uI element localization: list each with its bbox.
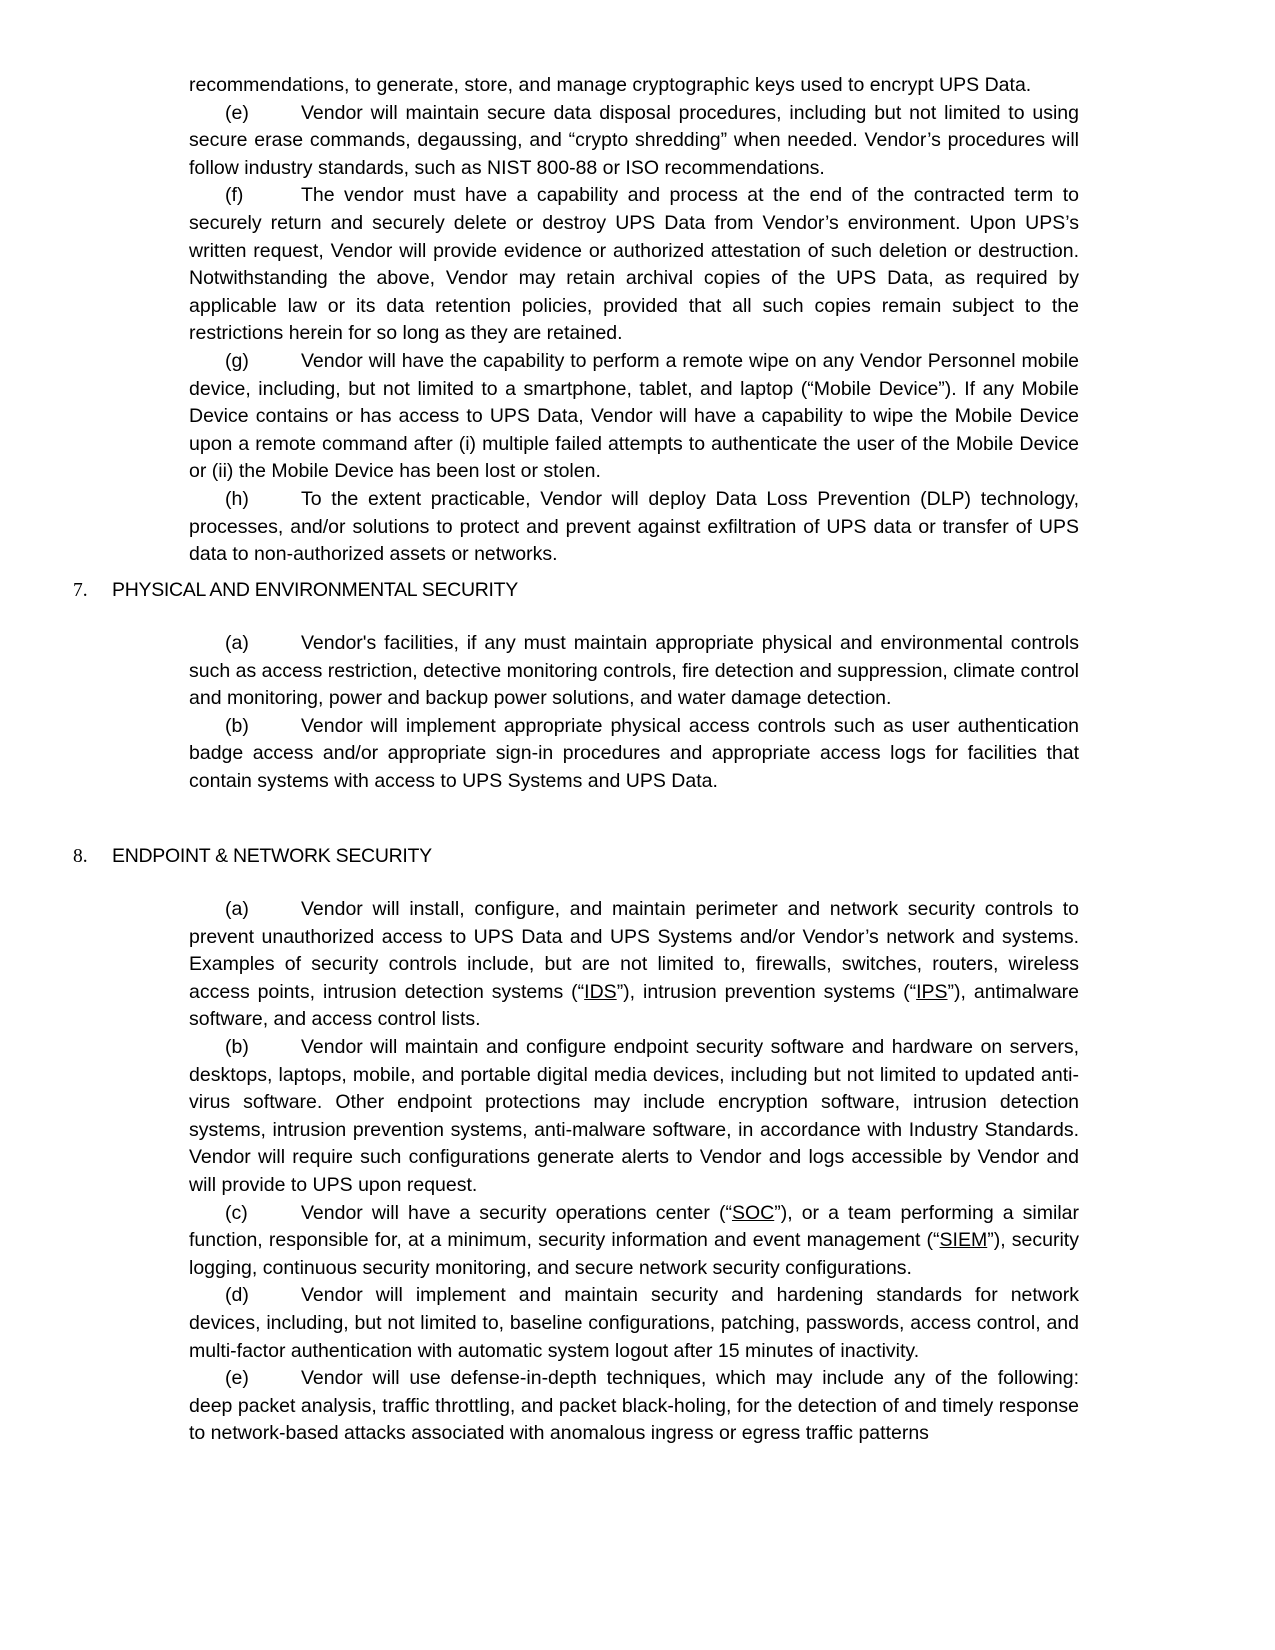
clause-6f [189, 182, 1079, 348]
clause-6h [189, 486, 1079, 569]
clause-text: Vendor will install, configure, and maintain perimeter and network security controls to prevent unauthorized access to UPS Data and UPS Systems and/or Vendor’s network and systems. Examples of security controls include, but are not limited to, firewalls, switches, routers, wireless access points, intrusion detection systems (“ [189, 898, 1079, 1003]
clause-8c [189, 1200, 1079, 1283]
clause-label: (c) [225, 1201, 248, 1224]
section-7-body [189, 630, 1079, 796]
clause-8e [189, 1365, 1079, 1448]
clause-text: ”), security logging, continuous security monitoring, and secure network security configurations. [189, 1229, 1079, 1279]
clause-text: Vendor will use defense-in-depth techniques, which may include any of the following: deep packet analysis, traffic throttling, and packet black-holing, for the detection of and timely response to network-based attacks associated with anomalous ingress or egress traffic patterns [189, 1367, 1079, 1445]
clause-label: (e) [225, 1367, 249, 1390]
clause-text: Vendor will have a security operations center (“ [301, 1201, 732, 1224]
clause-8a [189, 896, 1079, 1034]
clause-text: ”), intrusion prevention systems (“ [616, 980, 917, 1003]
clause-text: Vendor will implement and maintain security and hardening standards for network devices, including, but not limited to, baseline configurations, patching, passwords, access control, and multi-factor authentication with automatic system logout after 15 minutes of inactivity. [189, 1284, 1079, 1362]
clause-text: The vendor must have a capability and process at the end of the contracted term to securely return and securely delete or destroy UPS Data from Vendor’s environment. Upon UPS’s written request, Vendor will provide evidence or authorized attestation of such deletion or destruction. Notwithstanding the above, Vendor may retain archival copies of the UPS Data, as required by applicable law or its data retention policies, provided that all such copies remain subject to the restrictions herein for so long as they are retained. [189, 184, 1079, 345]
clause-6e [189, 100, 1079, 183]
defined-term-soc: SOC [731, 1201, 775, 1224]
clause-7b [189, 713, 1079, 796]
clause-8b [189, 1034, 1079, 1200]
defined-term-ids: IDS [584, 980, 617, 1003]
clause-label: (b) [225, 714, 249, 737]
clause-label: (f) [225, 184, 244, 207]
clause-label: (g) [225, 349, 249, 372]
clause-text: Vendor's facilities, if any must maintain appropriate physical and environmental controls such as access restriction, detective monitoring controls, fire detection and suppression, climate control and monitoring, power and backup power solutions, and water damage detection. [189, 632, 1079, 710]
clause-label: (a) [225, 898, 249, 920]
clause-text: To the extent practicable, Vendor will deploy Data Loss Prevention (DLP) technology, processes, and/or solutions to protect and prevent against exfiltration of UPS data or transfer of UPS data to non-authorized assets or networks. [189, 487, 1079, 566]
clause-label: (h) [225, 487, 249, 510]
paragraph-lead: recommendations, to generate, store, and manage cryptographic keys used to encrypt UPS Data. [189, 74, 1032, 96]
section-8-body [189, 896, 1079, 1448]
clause-6g [189, 348, 1079, 486]
clause-text: ”), antimalware software, and access control lists. [189, 980, 1080, 1031]
clause-text: Vendor will maintain secure data disposal procedures, including but not limited to using secure erase commands, degaussing, and “crypto shredding” when needed. Vendor’s procedures will follow industry standards, such as NIST 800-88 or ISO recommendations. [189, 101, 1079, 179]
clause-8d [189, 1282, 1079, 1365]
section-6-continuation [189, 72, 1079, 569]
defined-term-ips: IPS [916, 980, 948, 1003]
clause-label: (b) [225, 1035, 249, 1058]
clause-text: ”), or a team performing a similar function, responsible for, at a minimum, security information and event management (“ [189, 1201, 1079, 1252]
clause-text: Vendor will implement appropriate physical access controls such as user authentication badge access and/or appropriate sign-in procedures and appropriate access logs for facilities that contain systems with access to UPS Systems and UPS Data. [189, 714, 1079, 792]
clause-7a [189, 630, 1079, 713]
clause-label: (d) [225, 1284, 249, 1307]
clause-text: Vendor will have the capability to perform a remote wipe on any Vendor Personnel mobile device, including, but not limited to a smartphone, tablet, and laptop (“Mobile Device”). If any Mobile Device contains or has access to UPS Data, Vendor will have a capability to wipe the Mobile Device upon a remote command after (i) multiple failed attempts to authenticate the user of the Mobile Device or (ii) the Mobile Device has been lost or stolen. [189, 349, 1079, 483]
defined-term-siem: SIEM [939, 1229, 988, 1252]
section-8-heading [73, 843, 432, 871]
clause-label: (e) [225, 101, 249, 124]
section-7-heading [73, 577, 518, 605]
section-number: 7. [73, 580, 88, 601]
section-title: PHYSICAL AND ENVIRONMENTAL SECURITY [112, 579, 518, 601]
section-number: 8. [73, 846, 88, 867]
section-title: ENDPOINT & NETWORK SECURITY [112, 845, 432, 867]
clause-text: Vendor will maintain and configure endpoint security software and hardware on servers, desktops, laptops, mobile, and portable digital media devices, including but not limited to updated anti-virus software. Other endpoint protections may include encryption software, intrusion detection systems, intrusion prevention systems, anti-malware software, in accordance with Industry Standards. Vendor will require such configurations generate alerts to Vendor and logs accessible by Vendor and will provide to UPS upon request. [189, 1035, 1079, 1196]
clause-label: (a) [225, 632, 249, 654]
